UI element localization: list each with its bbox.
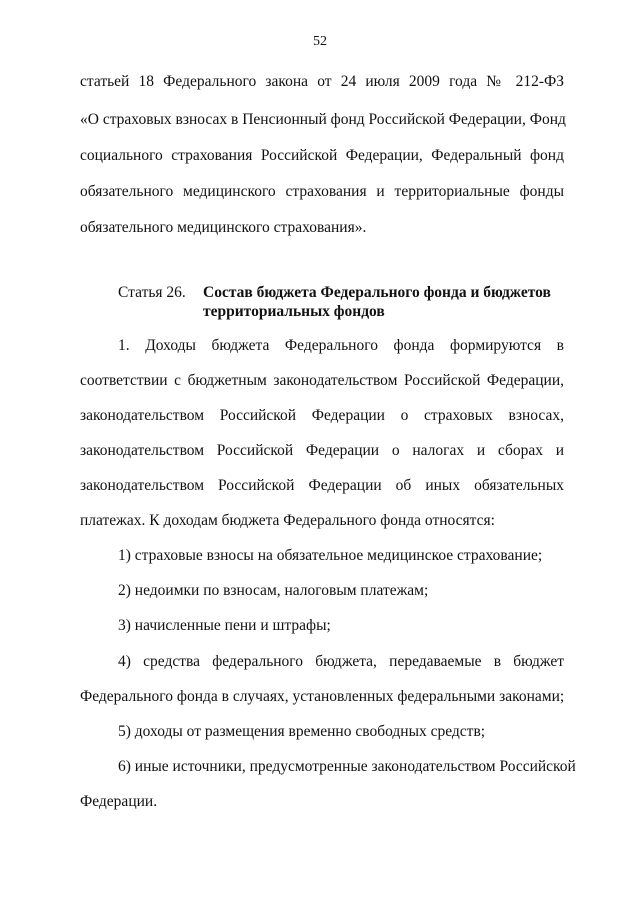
- list-item-2: 2) недоимки по взносам, налоговым платежам;: [118, 582, 429, 599]
- paragraph-line-3: законодательством Российской Федерации о страховых взносах,: [80, 407, 564, 424]
- intro-line-2: «О страховых взносах в Пенсионный фонд Российской Федерации, Фонд: [80, 111, 566, 128]
- list-item-5: 5) доходы от размещения временно свободных средств;: [118, 723, 486, 740]
- paragraph-line-5: законодательством Российской Федерации об иных обязательных: [80, 477, 564, 494]
- paragraph-line-2: соответствии с бюджетным законодательством Российской Федерации,: [80, 372, 564, 389]
- intro-line-3: социального страхования Российской Федерации, Федеральный фонд: [80, 147, 564, 164]
- page-number: 52: [313, 34, 327, 49]
- paragraph-line-6: платежах. К доходам бюджета Федерального фонда относятся:: [80, 512, 495, 529]
- article-label: Статья 26.: [118, 284, 186, 301]
- list-item-1: 1) страховые взносы на обязательное медицинское страхование;: [118, 547, 543, 564]
- article-title: [203, 283, 563, 321]
- list-item-6: 6) иные источники, предусмотренные законодательством Российской: [118, 758, 576, 775]
- paragraph-line-1: 1. Доходы бюджета Федерального фонда формируются в: [118, 337, 564, 354]
- intro-line-1: статьей 18 Федерального закона от 24 июля 2009 года № 212-ФЗ: [80, 73, 564, 90]
- intro-line-4: обязательного медицинского страхования и территориальные фонды: [80, 183, 564, 200]
- list-item-4: 4) средства федерального бюджета, передаваемые в бюджет: [118, 653, 564, 670]
- article-title-line-2: территориальных фондов: [203, 303, 385, 320]
- intro-line-5: обязательного медицинского страхования».: [80, 219, 367, 236]
- article-title-line-1: Состав бюджета Федерального фонда и бюджетов: [203, 284, 551, 301]
- paragraph-line-4: законодательством Российской Федерации о налогах и сборах и: [80, 442, 564, 459]
- list-item-4-continued: Федерального фонда в случаях, установленных федеральными законами;: [80, 688, 565, 705]
- list-item-3: 3) начисленные пени и штрафы;: [118, 617, 331, 634]
- list-item-6-continued: Федерации.: [80, 793, 158, 810]
